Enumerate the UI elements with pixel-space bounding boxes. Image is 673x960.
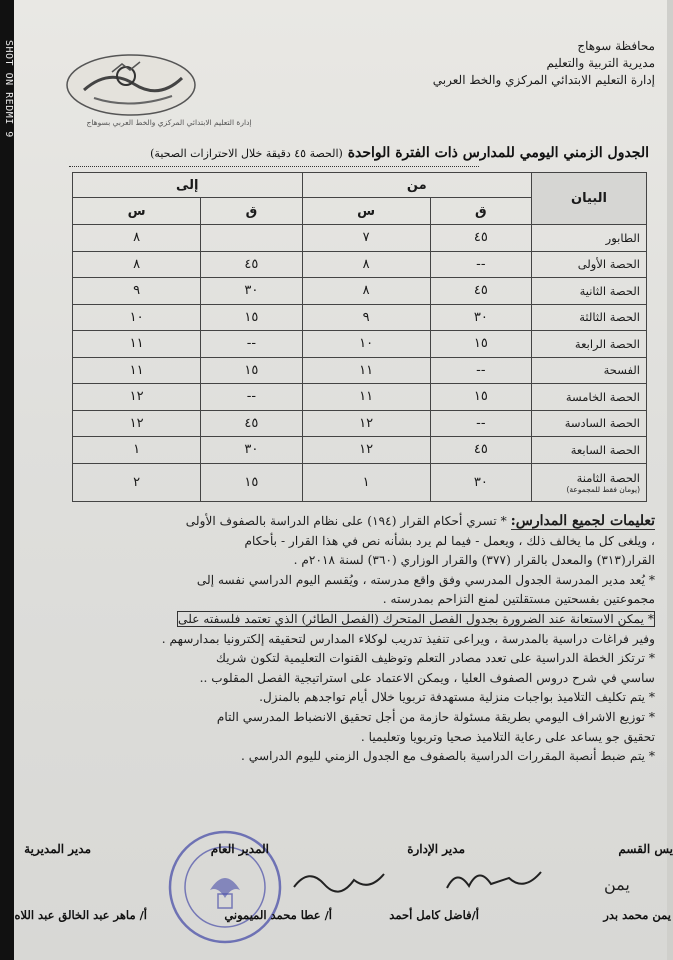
instruction-line: القرار(٣١٣) والمعدل بالقرار (٣٧٧) والقرار الوزاري (٣٦٠) لسنة ٢٠١٨م . xyxy=(293,553,655,568)
to-minutes: ٤٥ xyxy=(201,251,302,278)
title-main: الجدول الزمني اليومي للمدارس ذات الفترة الواحدة xyxy=(347,145,649,161)
camera-strip xyxy=(0,0,14,960)
instruction-line: * توزيع الاشراف اليومي بطريقة مسئولة حازمة من أجل تحقيق الانضباط المدرسي التام xyxy=(216,709,655,724)
header-item: البيان xyxy=(532,173,647,225)
from-hours: ١٠ xyxy=(302,331,430,358)
signature-title: يس القسم xyxy=(618,842,673,856)
instruction-line: ساسي في شرح دروس الصفوف العليا ، ويمكن الاعتماد على استراتيجية الفصل المقلوب .. xyxy=(199,670,655,685)
row-label: الحصة السادسة xyxy=(532,410,647,437)
document-header xyxy=(433,38,655,89)
row-label: الحصة الثانية xyxy=(532,278,647,305)
header-directorate: مديرية التربية والتعليم xyxy=(546,56,655,70)
from-minutes: ٣٠ xyxy=(430,304,531,331)
header-from: من xyxy=(302,173,531,198)
to-hours: ١١ xyxy=(73,357,201,384)
from-hours: ١٢ xyxy=(302,437,430,464)
to-minutes: ٤٥ xyxy=(201,410,302,437)
highlighted-text: * يمكن الاستعانة عند الضرورة بجدول الفصل المتحرك (الفصل الطائر) الذي تعتمد فلسفته على xyxy=(178,611,654,626)
table-row xyxy=(73,410,647,437)
from-hours: ١ xyxy=(302,463,430,501)
from-minutes: ١٥ xyxy=(430,331,531,358)
table-row xyxy=(73,225,647,252)
signatory-name: أ/ عطا محمد الميموني xyxy=(224,908,332,922)
instruction-line-highlighted xyxy=(15,610,655,630)
to-hours: ١٢ xyxy=(73,384,201,411)
to-hours: ١ xyxy=(73,437,201,464)
document-title xyxy=(44,145,649,161)
instruction-line: * يتم ضبط أنصبة المقررات الدراسية بالصفوف مع الجدول الزمني لليوم الدراسي . xyxy=(241,749,655,764)
row-label: الحصة الخامسة xyxy=(532,384,647,411)
title-note: (الحصة ٤٥ دقيقة خلال الاحترازات الصحية) xyxy=(150,147,343,160)
table-row xyxy=(73,331,647,358)
instruction-line: مجموعتين بفسحتين مستقلتين لمنع التزاحم بمدرسته . xyxy=(382,592,655,607)
handwritten-name: يمن xyxy=(604,875,630,894)
instruction-line-first xyxy=(15,512,655,532)
document-page xyxy=(14,0,673,960)
from-hours: ٨ xyxy=(302,278,430,305)
signature-title: مدير الإدارة xyxy=(407,842,465,856)
camera-watermark: SHOT ON REDMI 9 xyxy=(3,40,14,138)
signature-title: المدير العام xyxy=(210,842,269,856)
to-hours: ٨ xyxy=(73,251,201,278)
from-hours: ٩ xyxy=(302,304,430,331)
to-minutes: -- xyxy=(201,331,302,358)
row-label: الفسحة xyxy=(532,357,647,384)
administration-logo xyxy=(64,50,199,120)
header-administration: إدارة التعليم الابتدائي المركزي والخط العربي xyxy=(432,73,655,87)
header-from-hours: س xyxy=(302,198,430,225)
signature-title: مدير المديرية xyxy=(24,842,91,856)
instructions-heading: تعليمات لجميع المدارس: xyxy=(510,513,655,529)
header-to-hours: س xyxy=(73,198,201,225)
header-from-minutes: ق xyxy=(430,198,531,225)
header-to: إلى xyxy=(73,173,303,198)
instruction-line: وفير فراغات دراسية بالمدرسة ، ويراعى تنفيذ تدريب لوكلاء المدارس لتحقيقه إلكترونيا بمدارسهم . xyxy=(161,631,655,646)
row-label-note: (يومان فقط للمجموعة) xyxy=(566,484,640,494)
to-minutes: ١٥ xyxy=(201,463,302,501)
to-minutes: -- xyxy=(201,384,302,411)
from-hours: ١٢ xyxy=(302,410,430,437)
signatory-name: يمن محمد بدر xyxy=(603,908,671,922)
table-row xyxy=(73,304,647,331)
title-underline xyxy=(69,166,479,167)
table-row xyxy=(73,357,647,384)
instruction-line: * يُعد مدير المدرسة الجدول المدرسي وفق واقع مدرسته ، ويُقسم اليوم الدراسي نفسه إلى xyxy=(196,572,655,587)
from-hours: ١١ xyxy=(302,357,430,384)
to-minutes xyxy=(201,225,302,252)
to-hours: ١١ xyxy=(73,331,201,358)
schedule-table xyxy=(72,172,647,502)
from-minutes: ١٥ xyxy=(430,384,531,411)
from-minutes: ٤٥ xyxy=(430,437,531,464)
table-row xyxy=(73,437,647,464)
instruction-line: * ترتكز الخطة الدراسية على تعدد مصادر التعلم وتوظيف القنوات التعليمية لتكون شريك xyxy=(216,651,655,666)
to-hours: ٨ xyxy=(73,225,201,252)
row-label: الحصة الأولى xyxy=(532,251,647,278)
to-hours: ٢ xyxy=(73,463,201,501)
from-minutes: ٤٥ xyxy=(430,278,531,305)
instruction-line: * تسري أحكام القرار (١٩٤) على نظام الدراسة بالصفوف الأولى xyxy=(185,514,507,528)
instruction-line: تحقيق جو يساعد على رعاية التلاميذ صحيا وتربويا وتعليميا . xyxy=(360,729,655,744)
row-label: الطابور xyxy=(532,225,647,252)
from-minutes: -- xyxy=(430,357,531,384)
signatory-name: أ/ ماهر عبد الخالق عبد اللاه xyxy=(14,908,147,922)
header-to-minutes: ق xyxy=(201,198,302,225)
signature-scribble xyxy=(289,862,389,902)
to-hours: ١٠ xyxy=(73,304,201,331)
from-hours: ٧ xyxy=(302,225,430,252)
to-minutes: ٣٠ xyxy=(201,278,302,305)
to-minutes: ١٥ xyxy=(201,304,302,331)
row-label xyxy=(532,463,647,501)
instructions-block xyxy=(15,512,655,767)
to-hours: ١٢ xyxy=(73,410,201,437)
from-minutes: ٤٥ xyxy=(430,225,531,252)
from-minutes: ٣٠ xyxy=(430,463,531,501)
to-hours: ٩ xyxy=(73,278,201,305)
table-row xyxy=(73,251,647,278)
logo-caption: إدارة التعليم الابتدائي المركزي والخط العربي بسوهاج xyxy=(86,118,252,127)
header-governorate: محافظة سوهاج xyxy=(577,39,655,53)
row-label: الحصة الرابعة xyxy=(532,331,647,358)
from-hours: ٨ xyxy=(302,251,430,278)
table-row xyxy=(73,384,647,411)
from-minutes: -- xyxy=(430,410,531,437)
row-label-text: الحصة الثامنة xyxy=(576,470,640,485)
row-label: الحصة الثالثة xyxy=(532,304,647,331)
to-minutes: ٣٠ xyxy=(201,437,302,464)
to-minutes: ١٥ xyxy=(201,357,302,384)
from-minutes: -- xyxy=(430,251,531,278)
table-row xyxy=(73,463,647,501)
table-row xyxy=(73,278,647,305)
instruction-line: * يتم تكليف التلاميذ بواجبات منزلية مستهدفة تربويا خلال أيام تواجدهم بالمنزل. xyxy=(259,690,655,705)
instruction-line: ، ويلغى كل ما يخالف ذلك ، ويعمل - فيما لم يرد بشأنه نص في هذا القرار - بأحكام xyxy=(244,533,655,548)
signatory-name: أ/فاضل كامل أحمد xyxy=(389,908,479,922)
from-hours: ١١ xyxy=(302,384,430,411)
row-label: الحصة السابعة xyxy=(532,437,647,464)
signature-scribble xyxy=(439,858,549,900)
